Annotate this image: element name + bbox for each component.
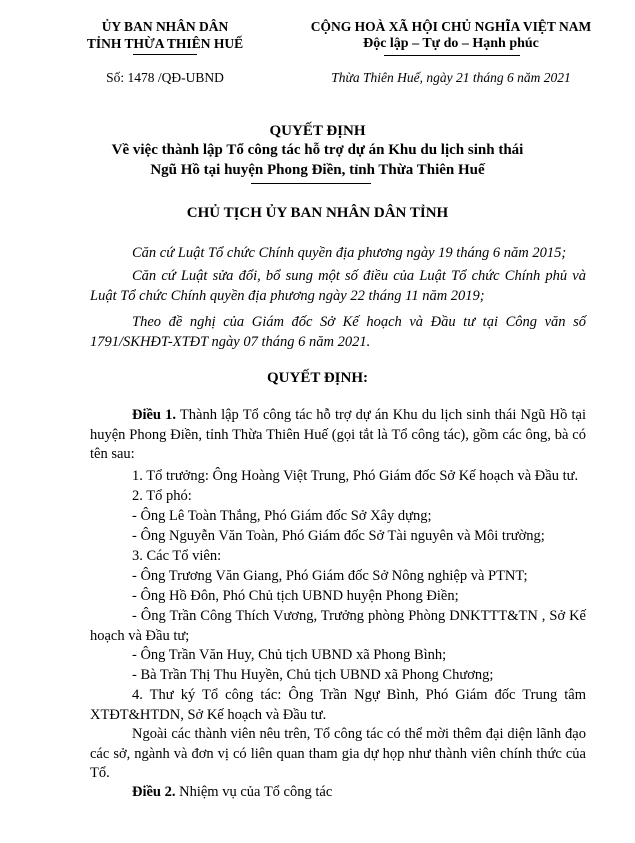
list-item: - Ông Trần Công Thích Vương, Trưởng phòng Phòng DNKTTT&TN , Sở Kế hoạch và Đầu tư; [90, 608, 586, 644]
place-date: Thừa Thiên Huế, ngày 21 tháng 6 năm 2021 [331, 70, 571, 85]
decision-heading: QUYẾT ĐỊNH: [267, 370, 368, 386]
national-title: CỘNG HOÀ XÃ HỘI CHỦ NGHĨA VIỆT NAM [310, 19, 592, 34]
article-2-text: Nhiệm vụ của Tổ công tác [175, 784, 333, 800]
list-item: - Ông Hồ Đôn, Phó Chủ tịch UBND huyện Phong Điền; [132, 588, 459, 604]
list-item: - Ông Trương Văn Giang, Phó Giám đốc Sở Nông nghiệp và PTNT; [132, 568, 528, 584]
list-item: 4. Thư ký Tổ công tác: Ông Trần Ngự Bình, Phó Giám đốc Trung tâm XTĐT&HTDN, Sở Kế hoạch và Đầu tư. [90, 687, 586, 723]
national-motto: Độc lập – Tự do – Hạnh phúc [363, 36, 539, 51]
subject-underline [251, 183, 371, 184]
issuer-line2: TỈNH THỪA THIÊN HUẾ [86, 36, 244, 51]
subject-line1: Về việc thành lập Tổ công tác hỗ trợ dự án Khu du lịch sinh thái [111, 142, 524, 158]
motto-underline [384, 55, 520, 56]
list-item: - Ông Nguyễn Văn Toàn, Phó Giám đốc Sở Tài nguyên và Môi trường; [132, 528, 545, 544]
list-item: 2. Tổ phó: [132, 488, 192, 504]
legal-basis-2: Căn cứ Luật sửa đổi, bổ sung một số điều của Luật Tổ chức Chính phủ và Luật Tổ chức Chính quyền địa phương ngày 22 tháng 11 năm 2019; [90, 268, 586, 304]
list-item: - Ông Trần Văn Huy, Chủ tịch UBND xã Phong Bình; [132, 647, 447, 663]
issuer-underline [133, 54, 197, 55]
document-type: QUYẾT ĐỊNH [269, 123, 366, 139]
issuer-line1: ỦY BAN NHÂN DÂN [101, 19, 229, 34]
authority-title: CHỦ TỊCH ỦY BAN NHÂN DÂN TỈNH [186, 205, 449, 221]
article-2-label: Điều 2. [132, 784, 176, 800]
article-1-label: Điều 1. [132, 407, 177, 423]
document-number: Số: 1478 /QĐ-UBND [106, 70, 224, 85]
list-item: - Ông Lê Toàn Thắng, Phó Giám đốc Sở Xây dựng; [132, 508, 432, 524]
article-1 [90, 406, 586, 465]
article-2 [90, 783, 586, 803]
subject-line2: Ngũ Hồ tại huyện Phong Điền, tỉnh Thừa Thiên Huế [150, 162, 485, 178]
article-1-text: Thành lập Tổ công tác hỗ trợ dự án Khu du lịch sinh thái Ngũ Hồ tại huyện Phong Điền, tỉnh Thừa Thiên Huế (gọi tắt là Tổ công tác), gồm các ông, bà có tên sau: [90, 407, 587, 462]
list-item: Ngoài các thành viên nêu trên, Tổ công tác có thể mời thêm đại diện lãnh đạo các sở, ngành và đơn vị có liên quan tham gia dự họp như thành viên chính thức của Tổ. [90, 726, 586, 781]
legal-basis-3: Theo đề nghị của Giám đốc Sở Kế hoạch và Đầu tư tại Công văn số 1791/SKHĐT-XTĐT ngày 07 tháng 6 năm 2021. [90, 314, 586, 350]
list-item: 3. Các Tổ viên: [132, 548, 222, 564]
list-item: 1. Tổ trưởng: Ông Hoàng Việt Trung, Phó Giám đốc Sở Kế hoạch và Đầu tư. [132, 468, 579, 484]
list-item: - Bà Trần Thị Thu Huyền, Chủ tịch UBND xã Phong Chương; [132, 667, 494, 683]
legal-basis-1: Căn cứ Luật Tổ chức Chính quyền địa phương ngày 19 tháng 6 năm 2015; [132, 245, 567, 261]
